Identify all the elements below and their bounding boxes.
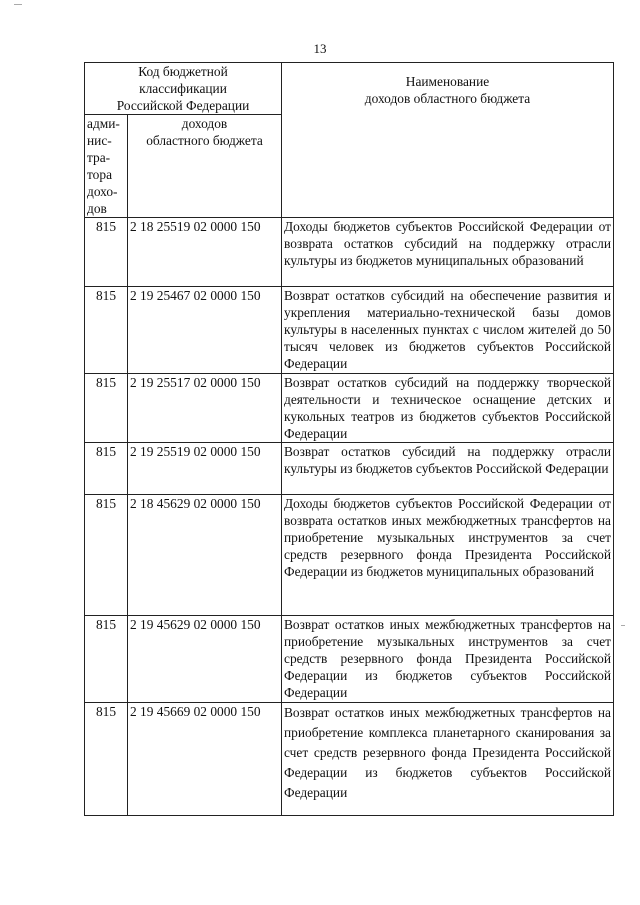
header-line: Наименование xyxy=(405,74,490,89)
header-revenue-administrator xyxy=(85,115,128,218)
header-line: дов xyxy=(87,201,107,216)
income-name-cell: Доходы бюджетов субъектов Российской Федерации от возврата остатков иных межбюджетных трансфертов на приобретение музыкальных инструментов за счет средств резервного фонда Президента Российской Федерации из бюджетов муниципальных образований xyxy=(282,495,614,616)
income-code-cell: 2 18 45629 02 0000 150 xyxy=(128,495,282,616)
admin-code-cell: 815 xyxy=(85,616,128,703)
header-budget-classification-code xyxy=(85,63,282,115)
page-number: 13 xyxy=(313,41,327,56)
admin-code-cell: 815 xyxy=(85,443,128,495)
income-name-cell: Возврат остатков субсидий на поддержку отрасли культуры из бюджетов субъектов Российской Федерации xyxy=(282,443,614,495)
header-line: классификации xyxy=(139,81,227,96)
header-regional-budget-income xyxy=(128,115,282,218)
admin-code-cell: 815 xyxy=(85,374,128,443)
header-line: тора xyxy=(87,167,113,182)
income-code-cell: 2 19 45669 02 0000 150 xyxy=(128,703,282,816)
income-code-cell: 2 19 25517 02 0000 150 xyxy=(128,374,282,443)
income-name-cell: Возврат остатков субсидий на обеспечение развития и укрепления материально-технической базы домов культуры в населенных пунктах с числом жителей до 50 тысяч человек из бюджетов субъектов Российской Федерации xyxy=(282,287,614,374)
income-name-cell: Возврат остатков иных межбюджетных трансфертов на приобретение музыкальных инструментов за счет средств резервного фонда Президента Российской Федерации из бюджетов субъектов Российской Федерации xyxy=(282,616,614,703)
header-line: Код бюджетной xyxy=(138,64,228,79)
table-row xyxy=(85,374,614,443)
income-code-cell: 2 19 25519 02 0000 150 xyxy=(128,443,282,495)
header-line: Российской Федерации xyxy=(116,98,250,113)
table-row xyxy=(85,495,614,616)
scan-mark-top-left xyxy=(14,4,22,5)
income-code-cell: 2 19 45629 02 0000 150 xyxy=(128,616,282,703)
income-name-cell: Доходы бюджетов субъектов Российской Федерации от возврата остатков субсидий на поддержку отрасли культуры из бюджетов муниципальных образований xyxy=(282,218,614,287)
income-name-cell: Возврат остатков субсидий на поддержку творческой деятельности и техническое оснащение детских и кукольных театров из бюджетов субъектов Российской Федерации xyxy=(282,374,614,443)
header-income-name xyxy=(282,63,614,218)
table-row xyxy=(85,287,614,374)
table-row xyxy=(85,218,614,287)
admin-code-cell: 815 xyxy=(85,287,128,374)
header-line: доходов xyxy=(181,116,228,131)
income-code-cell: 2 19 25467 02 0000 150 xyxy=(128,287,282,374)
budget-classification-table xyxy=(84,62,614,816)
scan-mark-right xyxy=(621,625,625,626)
table-row xyxy=(85,703,614,816)
table-row xyxy=(85,616,614,703)
table-row xyxy=(85,443,614,495)
income-code-cell: 2 18 25519 02 0000 150 xyxy=(128,218,282,287)
admin-code-cell: 815 xyxy=(85,495,128,616)
admin-code-cell: 815 xyxy=(85,218,128,287)
admin-code-cell: 815 xyxy=(85,703,128,816)
header-line: доходов областного бюджета xyxy=(364,91,531,106)
header-line: дохо- xyxy=(87,184,118,199)
header-line: нис- xyxy=(87,133,112,148)
income-name-cell: Возврат остатков иных межбюджетных трансфертов на приобретение комплекса планетарного сканирования за счет средств резервного фонда Президента Российской Федерации из бюджетов субъектов Российской Федерации xyxy=(282,703,614,816)
header-line: тра- xyxy=(87,150,111,165)
header-line: областного бюджета xyxy=(146,133,263,148)
header-line: адми- xyxy=(87,116,120,131)
